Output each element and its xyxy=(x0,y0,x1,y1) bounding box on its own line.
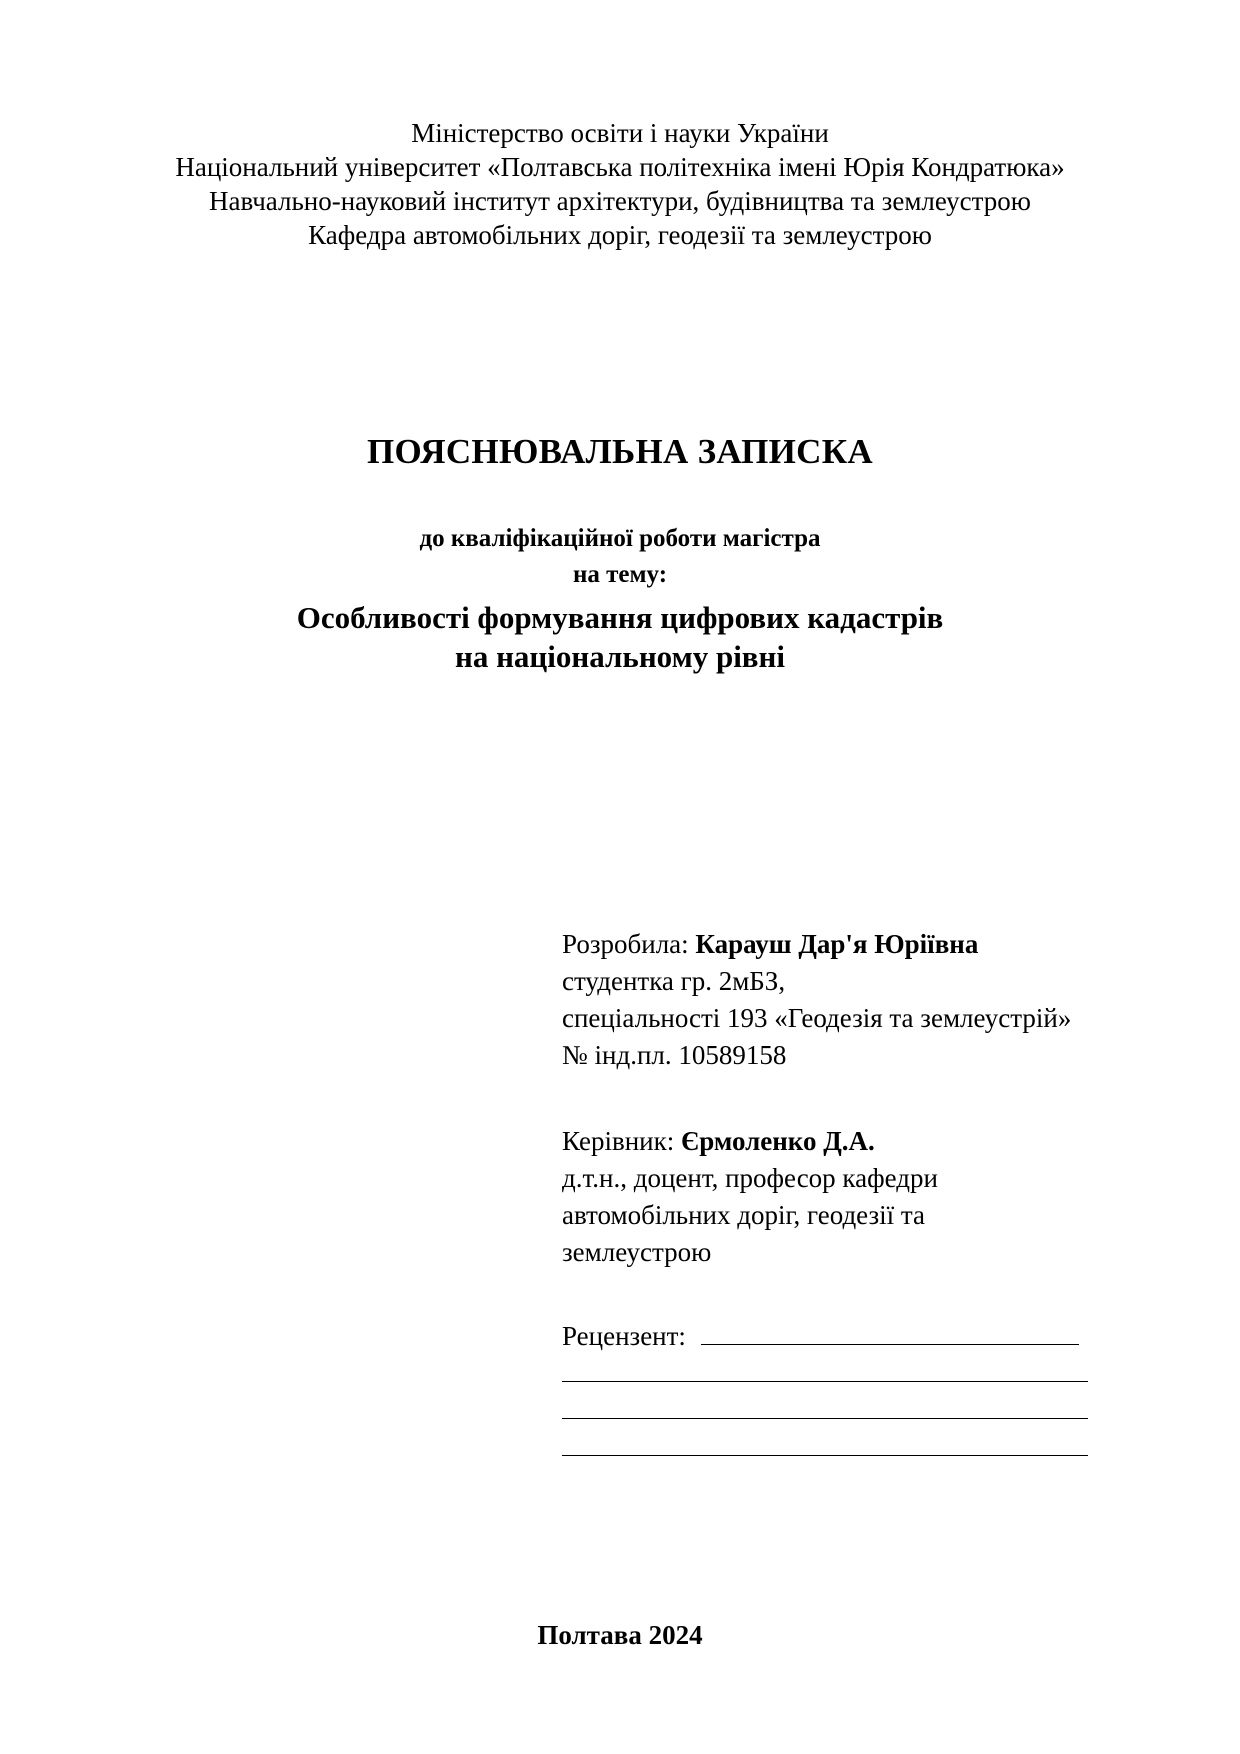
ministry-name: Міністерство освіти і науки України xyxy=(411,118,829,148)
developer-name: Карауш Дар'я Юріївна xyxy=(695,929,979,959)
document-subtitle: до кваліфікаційної роботи магістра xyxy=(419,525,821,552)
supervisor-title-line-3: землеустрою xyxy=(562,1237,712,1267)
supervisor-block xyxy=(562,1123,1202,1271)
city-year: Полтава 2024 xyxy=(537,1620,703,1650)
department-name: Кафедра автомобільних доріг, геодезії та землеустрою xyxy=(308,220,932,250)
reviewer-line xyxy=(562,1318,1202,1355)
developer-block xyxy=(562,926,1202,1074)
reviewer-name-blank xyxy=(701,1318,1079,1345)
document-title: ПОЯСНЮВАЛЬНА ЗАПИСКА xyxy=(366,432,874,471)
supervisor-name: Єрмоленко Д.А. xyxy=(680,1126,875,1156)
reviewer-label: Рецензент: xyxy=(562,1321,686,1351)
reviewer-blank-line-3 xyxy=(562,1429,1202,1466)
reviewer-blank-line-1 xyxy=(562,1355,1202,1392)
supervisor-title-line-1: д.т.н., доцент, професор кафедри xyxy=(562,1163,938,1193)
topic-label: на тему: xyxy=(572,561,668,588)
topic-line-2: на національному рівні xyxy=(454,639,786,674)
document-subtitle-block xyxy=(0,521,1240,593)
university-name: Національний університет «Полтавська політехніка імені Юрія Кондратюка» xyxy=(175,152,1065,182)
developer-group: студентка гр. 2мБЗ, xyxy=(562,966,786,996)
topic-title xyxy=(0,598,1240,676)
supervisor-title-line-2: автомобільних доріг, геодезії та xyxy=(562,1200,926,1230)
reviewer-blank-line-2 xyxy=(562,1392,1202,1429)
institution-header xyxy=(0,116,1240,252)
topic-line-1: Особливості формування цифрових кадастрів xyxy=(296,600,944,635)
supervisor-label: Керівник: xyxy=(562,1126,675,1156)
developer-specialty: спеціальності 193 «Геодезія та землеустрій» xyxy=(562,1003,1072,1033)
reviewer-block xyxy=(562,1318,1202,1466)
developer-id-number: № інд.пл. 10589158 xyxy=(562,1040,787,1070)
supervisor-line xyxy=(562,1123,1202,1160)
developer-line xyxy=(562,926,1202,963)
developer-label: Розробила: xyxy=(562,929,689,959)
institute-name: Навчально-науковий інститут архітектури, будівництва та землеустрою xyxy=(209,186,1031,216)
